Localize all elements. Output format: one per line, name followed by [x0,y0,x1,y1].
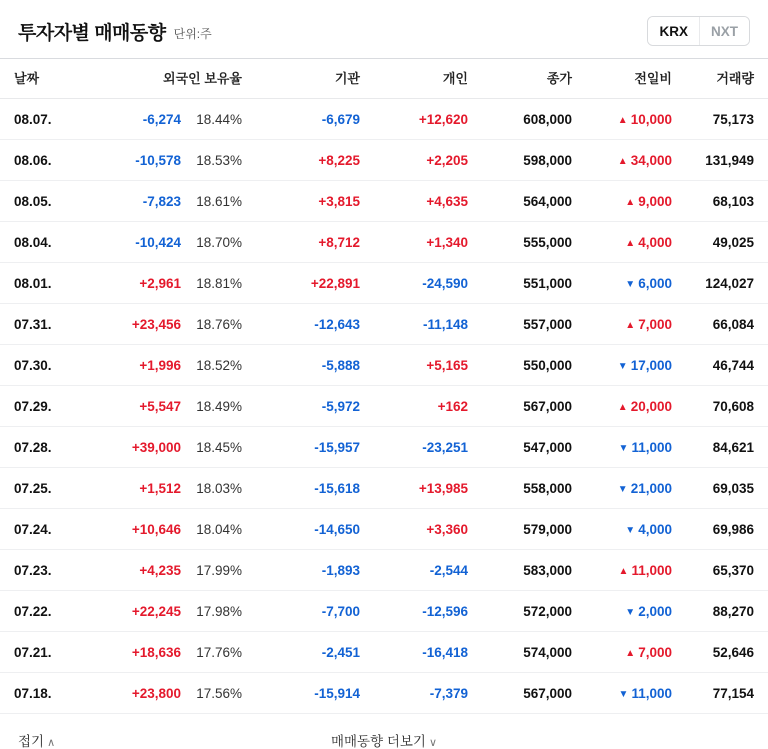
cell-foreign-ratio: 18.81% [196,275,242,291]
down-triangle-icon: ▼ [625,524,636,536]
cell-individual: +12,620 [374,99,482,140]
column-header-individual: 개인 [374,59,482,99]
cell-foreign-ratio: 17.98% [196,603,242,619]
cell-foreign-net: +10,646 [131,521,181,537]
more-button[interactable] [0,730,768,749]
table-row [0,304,768,345]
cell-foreign [86,304,256,345]
cell-individual: -2,544 [374,550,482,591]
cell-foreign-ratio: 18.52% [196,357,242,373]
cell-foreign-ratio: 17.99% [196,562,242,578]
cell-date: 07.28. [0,427,86,468]
table-row [0,140,768,181]
table-row [0,673,768,714]
cell-foreign [86,386,256,427]
cell-foreign-net: +4,235 [139,562,181,578]
cell-close: 567,000 [482,386,586,427]
cell-diff [586,345,686,386]
cell-close: 583,000 [482,550,586,591]
cell-close: 598,000 [482,140,586,181]
cell-foreign [86,509,256,550]
cell-individual: -7,379 [374,673,482,714]
cell-foreign [86,140,256,181]
cell-institution: +8,712 [256,222,374,263]
cell-diff [586,632,686,673]
cell-volume: 70,608 [686,386,768,427]
cell-diff [586,263,686,304]
cell-volume: 52,646 [686,632,768,673]
cell-diff [586,222,686,263]
cell-diff [586,386,686,427]
cell-date: 08.07. [0,99,86,140]
page-title: 투자자별 매매동향 [18,22,166,44]
cell-individual: -23,251 [374,427,482,468]
down-triangle-icon: ▼ [625,278,636,290]
cell-foreign [86,222,256,263]
cell-foreign [86,263,256,304]
cell-volume: 75,173 [686,99,768,140]
cell-date: 07.30. [0,345,86,386]
cell-diff [586,427,686,468]
cell-date: 07.25. [0,468,86,509]
table-body [0,99,768,714]
cell-diff-value: 20,000 [630,398,672,414]
cell-foreign-ratio: 18.45% [196,439,242,455]
cell-diff-value: 34,000 [630,152,672,168]
cell-date: 07.31. [0,304,86,345]
market-toggle[interactable] [647,16,750,46]
cell-foreign [86,550,256,591]
table-row [0,468,768,509]
cell-diff-value: 17,000 [630,357,672,373]
cell-close: 558,000 [482,468,586,509]
table-row [0,222,768,263]
cell-foreign-ratio: 18.03% [196,480,242,496]
cell-diff [586,550,686,591]
cell-diff-value: 10,000 [630,111,672,127]
column-header-volume: 거래량 [686,59,768,99]
cell-diff [586,509,686,550]
cell-individual: +1,340 [374,222,482,263]
table-row [0,181,768,222]
cell-institution: +3,815 [256,181,374,222]
table-row [0,99,768,140]
panel-header [0,0,768,58]
cell-institution: -15,914 [256,673,374,714]
cell-volume: 49,025 [686,222,768,263]
cell-foreign [86,181,256,222]
cell-individual: +13,985 [374,468,482,509]
cell-individual: +4,635 [374,181,482,222]
up-triangle-icon: ▲ [617,155,628,167]
cell-foreign [86,99,256,140]
cell-diff-value: 6,000 [638,275,672,291]
cell-diff-value: 21,000 [630,480,672,496]
cell-foreign [86,632,256,673]
cell-volume: 69,986 [686,509,768,550]
cell-foreign-net: -10,578 [135,152,181,168]
cell-foreign-net: +22,245 [131,603,181,619]
cell-foreign-ratio: 17.56% [196,685,242,701]
cell-individual: +3,360 [374,509,482,550]
cell-diff [586,304,686,345]
cell-institution: -5,888 [256,345,374,386]
cell-diff-value: 11,000 [631,685,672,701]
up-triangle-icon: ▲ [617,401,628,413]
cell-foreign-net: +2,961 [139,275,181,291]
cell-date: 07.22. [0,591,86,632]
table-row [0,345,768,386]
up-triangle-icon: ▲ [625,647,636,659]
cell-foreign-ratio: 18.76% [196,316,242,332]
up-triangle-icon: ▲ [618,565,629,577]
cell-foreign-net: +1,996 [139,357,181,373]
down-triangle-icon: ▼ [618,688,629,700]
toggle-krx[interactable]: KRX [648,17,699,45]
cell-foreign-net: +5,547 [139,398,181,414]
investor-trend-table [0,58,768,714]
cell-institution: +22,891 [256,263,374,304]
unit-label: 단위:주 [173,26,212,41]
cell-close: 608,000 [482,99,586,140]
cell-diff [586,468,686,509]
cell-close: 551,000 [482,263,586,304]
cell-diff [586,673,686,714]
column-header-diff: 전일비 [586,59,686,99]
column-header-foreign: 외국인 보유율 [86,59,256,99]
up-triangle-icon: ▲ [625,319,636,331]
panel-footer [0,714,768,749]
cell-foreign-net: -10,424 [135,234,181,250]
cell-foreign-ratio: 18.49% [196,398,242,414]
cell-institution: -7,700 [256,591,374,632]
up-triangle-icon: ▲ [625,196,636,208]
cell-diff-value: 2,000 [638,603,672,619]
table-row [0,263,768,304]
column-header-date: 날짜 [0,59,86,99]
cell-diff [586,181,686,222]
cell-foreign-ratio: 17.76% [196,644,242,660]
cell-foreign-net: +18,636 [131,644,181,660]
cell-foreign-net: +23,800 [131,685,181,701]
cell-close: 555,000 [482,222,586,263]
cell-close: 547,000 [482,427,586,468]
cell-date: 08.06. [0,140,86,181]
cell-foreign-ratio: 18.44% [196,111,242,127]
cell-diff-value: 4,000 [638,234,672,250]
cell-foreign-net: +1,512 [139,480,181,496]
more-label: 매매동향 더보기 [330,734,426,749]
cell-diff-value: 11,000 [631,562,672,578]
cell-foreign-net: +23,456 [131,316,181,332]
cell-diff-value: 11,000 [631,439,672,455]
cell-volume: 77,154 [686,673,768,714]
cell-foreign-ratio: 18.53% [196,152,242,168]
table-header-row [0,59,768,99]
cell-date: 08.05. [0,181,86,222]
cell-volume: 69,035 [686,468,768,509]
cell-close: 557,000 [482,304,586,345]
cell-foreign [86,427,256,468]
cell-foreign [86,673,256,714]
cell-close: 567,000 [482,673,586,714]
down-triangle-icon: ▼ [617,360,628,372]
down-triangle-icon: ▼ [625,606,636,618]
cell-diff [586,140,686,181]
collapse-label: 접기 [18,734,45,749]
cell-foreign-net: -6,274 [142,111,181,127]
cell-foreign [86,468,256,509]
cell-institution: -1,893 [256,550,374,591]
cell-individual: +5,165 [374,345,482,386]
up-triangle-icon: ▲ [625,237,636,249]
cell-volume: 131,949 [686,140,768,181]
cell-institution: +8,225 [256,140,374,181]
toggle-nxt[interactable]: NXT [699,17,749,45]
cell-diff [586,591,686,632]
table-row [0,591,768,632]
cell-volume: 65,370 [686,550,768,591]
cell-diff-value: 7,000 [638,316,672,332]
cell-foreign-net: +39,000 [131,439,181,455]
cell-foreign-ratio: 18.70% [196,234,242,250]
chevron-down-icon: ∨ [428,737,438,749]
cell-institution: -2,451 [256,632,374,673]
table-row [0,427,768,468]
cell-institution: -12,643 [256,304,374,345]
cell-volume: 46,744 [686,345,768,386]
cell-close: 579,000 [482,509,586,550]
cell-foreign [86,591,256,632]
cell-institution: -15,957 [256,427,374,468]
cell-diff-value: 9,000 [638,193,672,209]
cell-institution: -14,650 [256,509,374,550]
down-triangle-icon: ▼ [617,483,628,495]
cell-institution: -15,618 [256,468,374,509]
cell-volume: 68,103 [686,181,768,222]
cell-individual: +2,205 [374,140,482,181]
cell-date: 08.04. [0,222,86,263]
table-row [0,509,768,550]
cell-volume: 66,084 [686,304,768,345]
cell-individual: +162 [374,386,482,427]
cell-foreign [86,345,256,386]
cell-date: 07.29. [0,386,86,427]
table-row [0,386,768,427]
column-header-institution: 기관 [256,59,374,99]
down-triangle-icon: ▼ [618,442,629,454]
cell-institution: -6,679 [256,99,374,140]
cell-volume: 124,027 [686,263,768,304]
chevron-up-icon: ∧ [47,737,56,749]
cell-close: 564,000 [482,181,586,222]
cell-close: 574,000 [482,632,586,673]
cell-date: 07.21. [0,632,86,673]
table-row [0,550,768,591]
cell-volume: 88,270 [686,591,768,632]
cell-diff-value: 4,000 [638,521,672,537]
cell-foreign-ratio: 18.04% [196,521,242,537]
cell-date: 07.24. [0,509,86,550]
up-triangle-icon: ▲ [617,114,628,126]
cell-volume: 84,621 [686,427,768,468]
cell-individual: -11,148 [374,304,482,345]
cell-close: 550,000 [482,345,586,386]
cell-foreign-net: -7,823 [142,193,181,209]
cell-individual: -12,596 [374,591,482,632]
cell-individual: -24,590 [374,263,482,304]
cell-date: 07.18. [0,673,86,714]
cell-individual: -16,418 [374,632,482,673]
cell-institution: -5,972 [256,386,374,427]
cell-diff-value: 7,000 [638,644,672,660]
cell-date: 08.01. [0,263,86,304]
column-header-close: 종가 [482,59,586,99]
cell-close: 572,000 [482,591,586,632]
cell-diff [586,99,686,140]
cell-date: 07.23. [0,550,86,591]
table-row [0,632,768,673]
cell-foreign-ratio: 18.61% [196,193,242,209]
